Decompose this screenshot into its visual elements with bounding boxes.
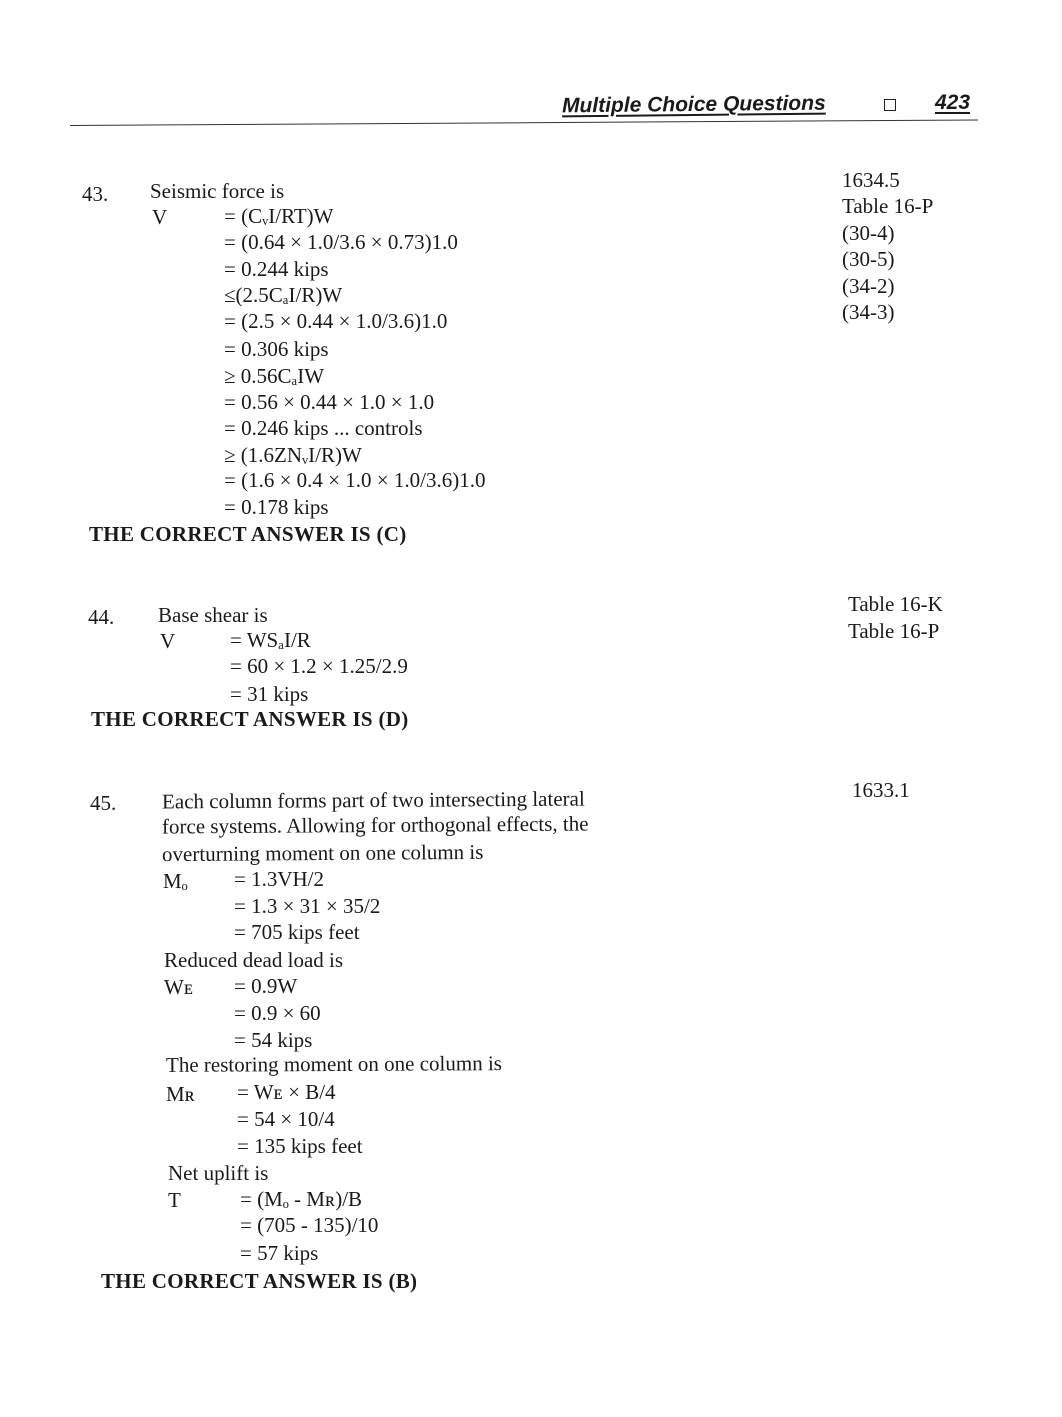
q45-mo-line-2: = 1.3 × 31 × 35/2 bbox=[234, 894, 381, 918]
q43-ref-3: (30-4) bbox=[842, 221, 895, 245]
q45-we-line-1: = 0.9W bbox=[234, 974, 298, 998]
q44-ref-2: Table 16-P bbox=[848, 619, 940, 643]
q45-text-3: overturning moment on one column is bbox=[161, 839, 484, 867]
q45-lhs-we: Wᴇ bbox=[164, 975, 194, 999]
q44-lhs-v: V bbox=[160, 629, 176, 653]
q45-we-line-2: = 0.9 × 60 bbox=[234, 1001, 321, 1025]
q45-text-1: Each column forms part of two intersecting lateral bbox=[161, 786, 585, 814]
q44-line-3: = 31 kips bbox=[230, 682, 309, 706]
q45-mo-line-3: = 705 kips feet bbox=[234, 920, 360, 944]
q43-number: 43. bbox=[82, 182, 109, 206]
q43-line-12: = 0.178 kips bbox=[224, 495, 329, 519]
q43-line-2: = (0.64 × 1.0/3.6 × 0.73)1.0 bbox=[224, 230, 458, 254]
q44-line-2: = 60 × 1.2 × 1.25/2.9 bbox=[230, 654, 408, 678]
q45-mr-line-1: = Wᴇ × B/4 bbox=[237, 1080, 336, 1104]
q45-t-line-3: = 57 kips bbox=[240, 1241, 319, 1265]
q45-lhs-mr: Mʀ bbox=[166, 1082, 195, 1106]
q43-lhs-v: V bbox=[152, 205, 168, 229]
q45-restoring-label: The restoring moment on one column is bbox=[165, 1051, 503, 1077]
q45-ref-1: 1633.1 bbox=[852, 778, 910, 802]
header-rule bbox=[70, 119, 978, 126]
q45-lhs-mo: Mₒ bbox=[163, 869, 188, 893]
q43-ref-2: Table 16-P bbox=[842, 194, 934, 218]
q44-number: 44. bbox=[88, 605, 115, 629]
q45-dead-load-label: Reduced dead load is bbox=[164, 948, 344, 972]
q45-we-line-3: = 54 kips bbox=[234, 1028, 313, 1052]
q45-lhs-t: T bbox=[168, 1188, 181, 1212]
q44-answer: THE CORRECT ANSWER IS (D) bbox=[91, 707, 409, 731]
q45-mo-line-1: = 1.3VH/2 bbox=[234, 867, 325, 891]
q43-line-1: = (CᵥI/RT)W bbox=[224, 204, 334, 228]
q45-mr-line-2: = 54 × 10/4 bbox=[237, 1107, 335, 1131]
header-square-icon bbox=[884, 99, 896, 111]
q43-line-3: = 0.244 kips bbox=[224, 257, 329, 281]
q43-ref-4: (30-5) bbox=[842, 247, 895, 271]
q45-t-line-1: = (Mₒ - Mʀ)/B bbox=[240, 1187, 363, 1211]
q43-line-10: ≥ (1.6ZNᵥI/R)W bbox=[224, 443, 362, 467]
q43-intro: Seismic force is bbox=[150, 179, 285, 203]
q44-line-1: = WSₐI/R bbox=[230, 628, 311, 652]
q43-ref-6: (34-3) bbox=[842, 300, 895, 324]
q43-line-7: ≥ 0.56CₐIW bbox=[224, 364, 325, 388]
q43-answer: THE CORRECT ANSWER IS (C) bbox=[89, 522, 407, 546]
q45-number: 45. bbox=[90, 791, 117, 815]
q43-line-9: = 0.246 kips ... controls bbox=[224, 416, 423, 440]
q43-ref-5: (34-2) bbox=[842, 274, 895, 298]
q43-line-5: = (2.5 × 0.44 × 1.0/3.6)1.0 bbox=[224, 309, 448, 333]
q43-line-11: = (1.6 × 0.4 × 1.0 × 1.0/3.6)1.0 bbox=[224, 468, 486, 492]
running-header-title: Multiple Choice Questions bbox=[561, 91, 826, 118]
q45-t-line-2: = (705 - 135)/10 bbox=[240, 1213, 379, 1237]
q45-text-2: force systems. Allowing for orthogonal effects, the bbox=[161, 811, 589, 839]
q45-mr-line-3: = 135 kips feet bbox=[237, 1134, 363, 1158]
q45-uplift-label: Net uplift is bbox=[168, 1161, 269, 1185]
q44-intro: Base shear is bbox=[158, 603, 268, 627]
q43-line-8: = 0.56 × 0.44 × 1.0 × 1.0 bbox=[224, 390, 435, 414]
q45-answer: THE CORRECT ANSWER IS (B) bbox=[101, 1269, 418, 1293]
q43-line-6: = 0.306 kips bbox=[224, 337, 329, 361]
q43-ref-1: 1634.5 bbox=[842, 168, 900, 192]
q44-ref-1: Table 16-K bbox=[848, 592, 943, 616]
page-number: 423 bbox=[935, 91, 971, 114]
q43-line-4: ≤(2.5CₐI/R)W bbox=[224, 283, 343, 307]
